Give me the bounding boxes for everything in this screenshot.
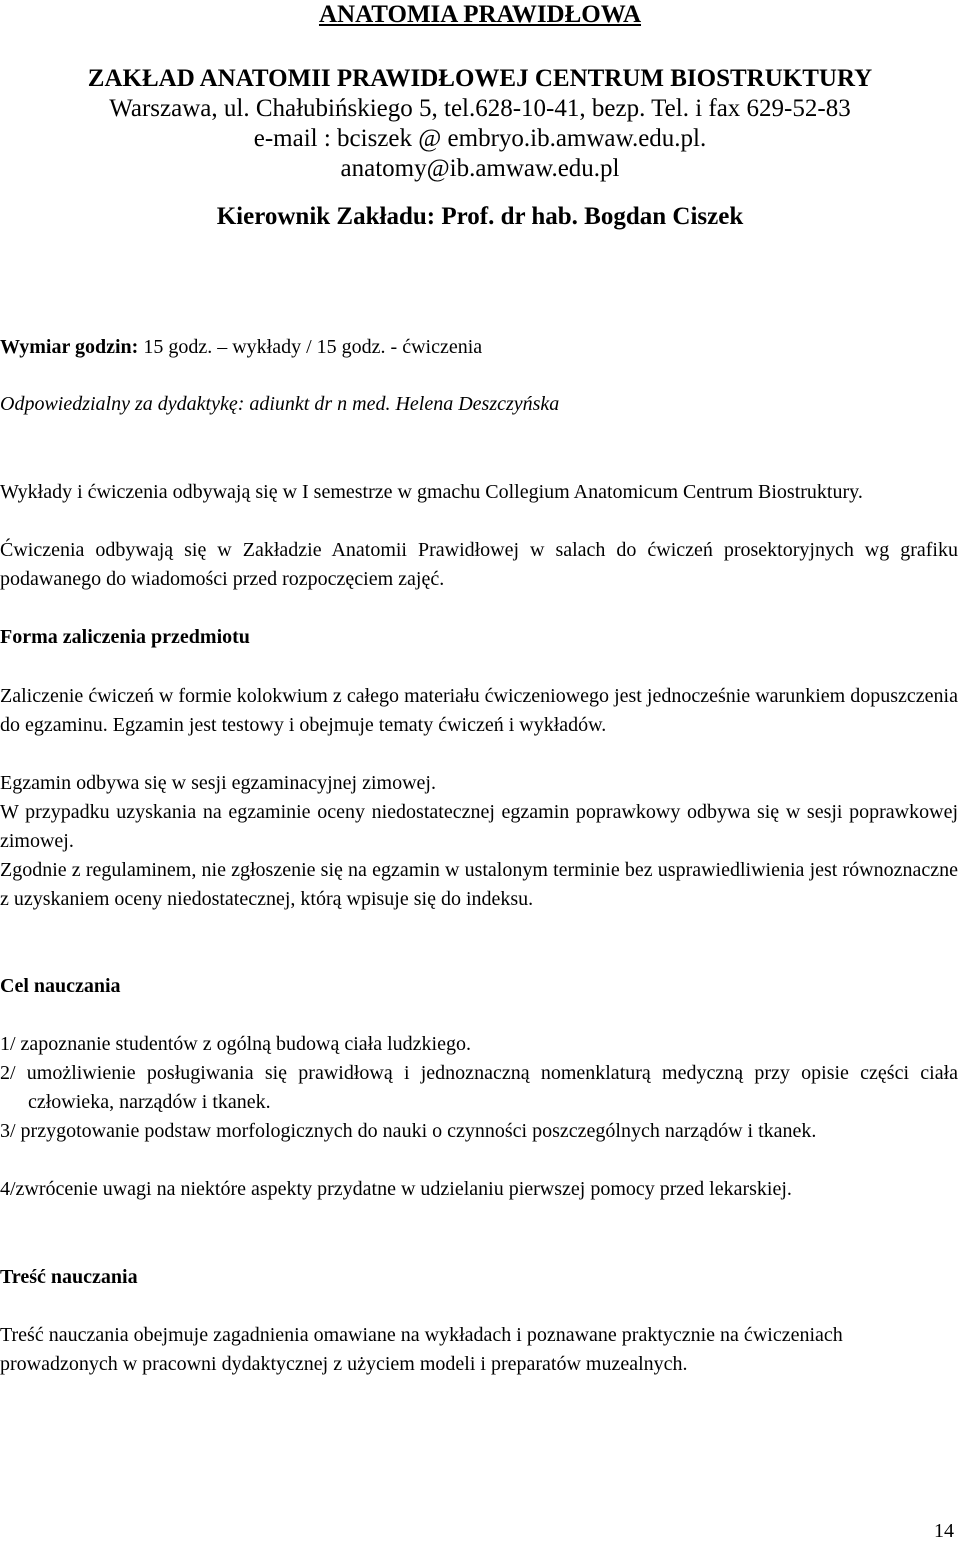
department-email-2: anatomy@ib.amwaw.edu.pl <box>340 155 620 182</box>
department-email: e-mail : bciszek @ embryo.ib.amwaw.edu.pl. <box>253 125 707 152</box>
department-name: ZAKŁAD ANATOMII PRAWIDŁOWEJ CENTRUM BIOSTRUKTURY <box>87 65 873 92</box>
goal-item-2: 2/ umożliwienie posługiwania się prawidłową i jednoznaczną nomenklaturą medyczną przy opisie części ciała człowieka, narządów i tkanek. <box>0 1062 958 1113</box>
goals-heading: Cel nauczania <box>0 975 121 997</box>
assessment-heading: Forma zaliczenia przedmiotu <box>0 626 250 648</box>
goal-item-4: 4/zwrócenie uwagi na niektóre aspekty przydatne w udzielaniu pierwszej pomocy przed lekarskiej. <box>0 1178 792 1200</box>
responsible-person: Odpowiedzialny za dydaktykę: adiunkt dr n med. Helena Deszczyńska <box>0 393 560 415</box>
page-number: 14 <box>934 1520 954 1542</box>
intro-paragraph-1: Wykłady i ćwiczenia odbywają się w I semestrze w gmachu Collegium Anatomicum Centrum Biostruktury. <box>0 481 863 503</box>
assessment-paragraph-4: Zgodnie z regulaminem, nie zgłoszenie się na egzamin w ustalonym terminie bez usprawiedliwienia jest równoznaczne z uzyskaniem oceny niedostatecznej, którą wpisuje się do indeksu. <box>0 859 958 910</box>
goal-item-1: 1/ zapoznanie studentów z ogólną budową ciała ludzkiego. <box>0 1033 471 1055</box>
goal-item-3: 3/ przygotowanie podstaw morfologicznych do nauki o czynności poszczególnych narządów i tkanek. <box>0 1120 817 1142</box>
intro-paragraph-2: Ćwiczenia odbywają się w Zakładzie Anatomii Prawidłowej w salach do ćwiczeń prosektoryjnych wg grafiku podawanego do wiadomości przed rozpoczęciem zajęć. <box>0 539 958 590</box>
department-head: Kierownik Zakładu: Prof. dr hab. Bogdan Ciszek <box>216 203 744 230</box>
hours-value: 15 godz. – wykłady / 15 godz. - ćwiczenia <box>138 336 483 358</box>
assessment-paragraph-1: Zaliczenie ćwiczeń w formie kolokwium z całego materiału ćwiczeniowego jest jednocześnie warunkiem dopuszczenia do egzaminu. Egzamin jest testowy i obejmuje tematy ćwiczeń i wykładów. <box>0 685 958 736</box>
hours-line <box>0 333 482 361</box>
assessment-paragraph-2: Egzamin odbywa się w sesji egzaminacyjnej zimowej. <box>0 772 436 794</box>
hours-label: Wymiar godzin: <box>0 336 139 358</box>
department-address: Warszawa, ul. Chałubińskiego 5, tel.628-10-41, bezp. Tel. i fax 629-52-83 <box>109 95 851 122</box>
content-paragraph: Treść nauczania obejmuje zagadnienia omawiane na wykładach i poznawane praktycznie na ćwiczeniach prowadzonych w pracowni dydaktycznej z użyciem modeli i preparatów muzealnych. <box>0 1324 843 1375</box>
assessment-paragraph-3: W przypadku uzyskania na egzaminie oceny niedostatecznej egzamin poprawkowy odbywa się w sesji poprawkowej zimowej. <box>0 801 958 852</box>
content-heading: Treść nauczania <box>0 1266 138 1288</box>
page-title: ANATOMIA PRAWIDŁOWA <box>318 1 642 28</box>
